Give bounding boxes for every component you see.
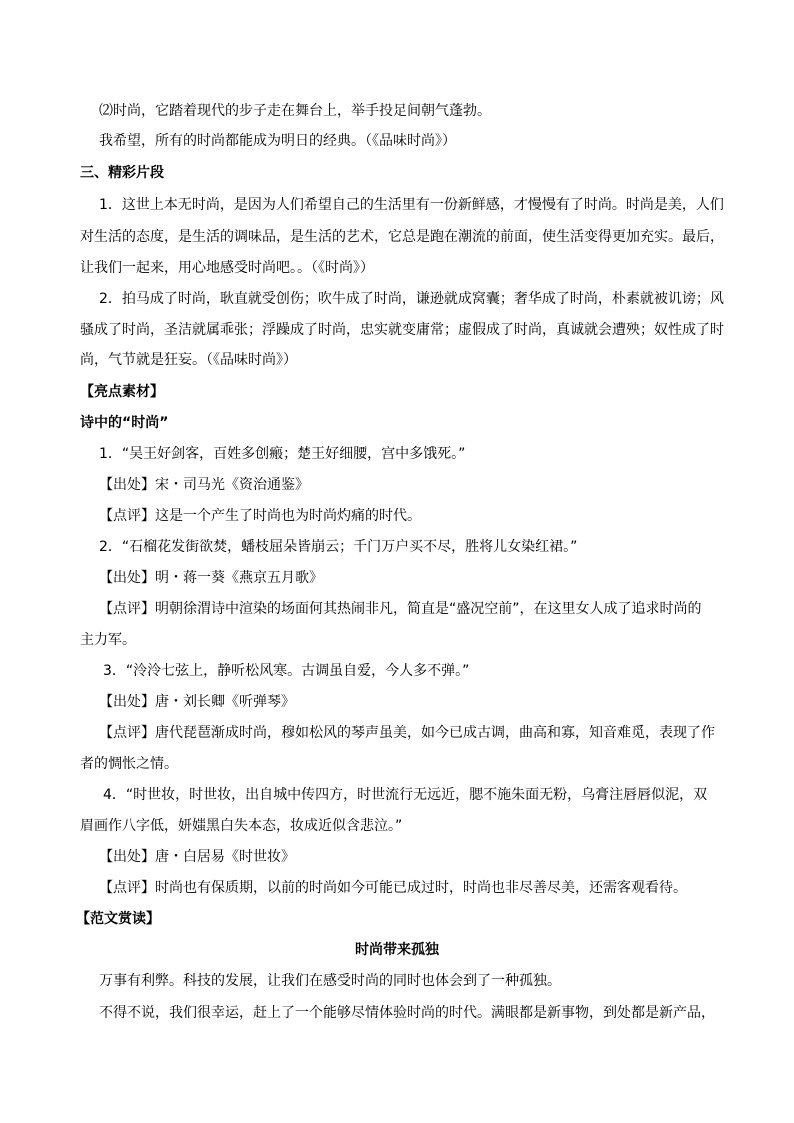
paragraph-line: 2．拍马成了时尚，耿直就受创伤；吹牛成了时尚，谦逊就成窝囊；奢华成了时尚，朴素就被讥谤；风 [99,291,724,307]
quote-line: 4．“时世妆，时世妆，出自城中传四方，时世流行无远近，腮不施朱面无粉，乌膏注唇唇似泥，双 [103,787,708,803]
source-line: 【出处】宋・司马光《资治通鉴》 [99,477,309,493]
paragraph: 不得不说，我们很幸运，赶上了一个能够尽情体验时尚的时代。满眼都是新事物，到处都是新产品， [99,1005,715,1021]
comment-line: 者的惆怅之情。 [80,756,178,772]
comment-line: 【点评】这是一个产生了时尚也为时尚灼痛的时代。 [99,508,421,524]
subheading: 诗中的“时尚” [80,415,169,431]
paragraph: 我希望，所有的时尚都能成为明日的经典。（《品味时尚》） [99,133,456,149]
comment-line: 【点评】时尚也有保质期，以前的时尚如今可能已成过时，时尚也非尽善尽美，还需客观看待。 [99,880,687,896]
section-heading: 三、精彩片段 [80,165,164,181]
paragraph: 万事有利弊。科技的发展，让我们在感受时尚的同时也体会到了一种孤独。 [99,973,561,989]
comment-line: 【点评】唐代琵琶渐成时尚，穆如松风的琴声虽美，如今已成古调，曲高和寡，知音难觅，表现了作 [99,725,715,741]
comment-line: 【点评】明朝徐渭诗中渲染的场面何其热闹非凡，简直是“盛况空前”，在这里女人成了追求时尚的 [99,601,702,617]
source-line: 【出处】唐・白居易《时世妆》 [99,849,295,865]
paragraph-line: 让我们一起来，用心地感受时尚吧。。（《时尚》） [80,260,374,276]
quote-line: 眉画作八字低，妍媸黑白失本态，妆成近似含悲泣。” [80,818,403,834]
essay-title: 时尚带来孤独 [355,942,439,958]
source-line: 【出处】明・蒋一葵《燕京五月歌》 [99,570,323,586]
comment-line: 主力军。 [80,632,136,648]
quote: 1．“吴王好剑客，百姓多创瘢；楚王好细腰，宫中多饿死。” [99,446,466,462]
paragraph-line: 对生活的态度，是生活的调味品，是生活的艺术，它总是跑在潮流的前面，使生活变得更加充实。最后， [80,229,724,245]
paragraph: ⑵时尚，它踏着现代的步子走在舞台上，举手投足间朝气蓬勃。 [99,103,491,119]
quote: 3．“泠泠七弦上，静听松风寒。古调虽自爱，今人多不弹。” [103,663,470,679]
quote: 2．“石榴花发街欲焚，蟠枝屈朵皆崩云；千门万户买不尽，胜将儿女染红裙。” [99,539,578,555]
paragraph-line: 尚，气节就是狂妄。（《品味时尚》） [80,352,297,368]
section-heading: 【亮点素材】 [80,384,164,400]
paragraph-line: 1．这世上本无时尚，是因为人们希望自己的生活里有一份新鲜感，才慢慢有了时尚。时尚是美，人们 [99,197,724,213]
source-line: 【出处】唐・刘长卿《听弹琴》 [99,694,295,710]
section-heading: 【范文赏读】 [76,911,160,927]
paragraph-line: 骚成了时尚，圣洁就属乖张；浮躁成了时尚，忠实就变庸常；虚假成了时尚，真诚就会遭殃；奴性成了时 [80,322,724,338]
